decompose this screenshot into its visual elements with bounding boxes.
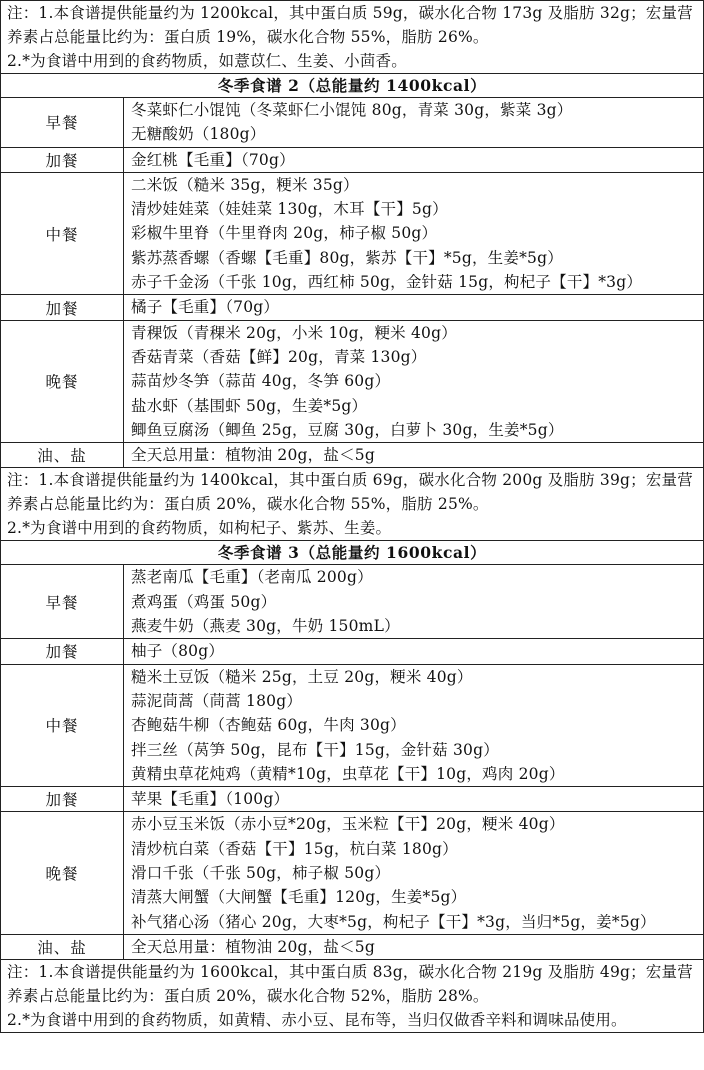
meal-items [124, 639, 704, 664]
dish-line: 全天总用量：植物油 20g，盐＜5g [131, 446, 375, 465]
meal-name: 加餐 [1, 639, 124, 664]
dish-line: 橘子【毛重】（70g） [131, 298, 280, 317]
note-cell [1, 960, 704, 1033]
meal-name: 加餐 [1, 295, 124, 320]
meal-row [1, 812, 704, 934]
meal-name: 晚餐 [1, 812, 124, 934]
note-line: 2.*为食谱中用到的食药物质，如薏苡仁、生姜、小茴香。 [7, 52, 407, 70]
meal-items [124, 443, 704, 468]
note-line: 注：1.本食谱提供能量约为 1200kcal，其中蛋白质 59g，碳水化合物 173g 及脂肪 32g；宏量营养素占总能量比约为：蛋白质 19%，碳水化合物 55%，脂肪 26%。 [7, 4, 693, 46]
dish-line: 金红桃【毛重】（70g） [131, 150, 295, 169]
meal-name: 晚餐 [1, 320, 124, 442]
note-line: 2.*为食谱中用到的食药物质，如黄精、赤小豆、昆布等，当归仅做香辛料和调味品使用。 [7, 1011, 627, 1030]
menu-title: 冬季食谱 2（总能量约 1400kcal） [1, 74, 704, 98]
meal-name: 早餐 [1, 565, 124, 639]
dish-line: 全天总用量：植物油 20g，盐＜5g [131, 937, 375, 956]
dish-line: 清炒娃娃菜（娃娃菜 130g，木耳【干】5g） [131, 200, 448, 219]
note-cell [1, 468, 704, 541]
dish-line: 赤小豆玉米饭（赤小豆*20g，玉米粒【干】20g，粳米 40g） [131, 815, 565, 834]
meal-items [124, 934, 704, 959]
meal-row [1, 172, 704, 294]
dish-line: 滑口千张（千张 50g，柿子椒 50g） [131, 864, 391, 883]
dish-line: 清蒸大闸蟹（大闸蟹【毛重】120g，生姜*5g） [131, 888, 467, 907]
note-row [1, 960, 704, 1033]
meal-row [1, 443, 704, 468]
menu-title-row [1, 541, 704, 565]
meal-row [1, 320, 704, 442]
meal-items [124, 147, 704, 172]
meal-row [1, 639, 704, 664]
dish-line: 杏鲍菇牛柳（杏鲍菇 60g，牛肉 30g） [131, 716, 406, 735]
dish-line: 冬菜虾仁小馄饨（冬菜虾仁小馄饨 80g，青菜 30g，紫菜 3g） [131, 101, 573, 119]
meal-row [1, 934, 704, 959]
meal-items [124, 98, 704, 148]
dish-line: 蒜泥茼蒿（茼蒿 180g） [131, 691, 303, 710]
meal-items [124, 812, 704, 934]
dish-line: 燕麦牛奶（燕麦 30g，牛奶 150mL） [131, 617, 400, 636]
meal-row [1, 787, 704, 812]
note-cell [1, 1, 704, 74]
dish-line: 紫苏蒸香螺（香螺【毛重】80g，紫苏【干】*5g，生姜*5g） [131, 248, 563, 267]
meal-row [1, 98, 704, 148]
meal-row [1, 664, 704, 786]
meal-items [124, 320, 704, 442]
dish-line: 柚子（80g） [131, 642, 225, 661]
meal-name: 油、盐 [1, 934, 124, 959]
dish-line: 苹果【毛重】（100g） [131, 790, 290, 809]
meal-name: 中餐 [1, 664, 124, 786]
meal-row [1, 147, 704, 172]
dish-line: 糙米土豆饭（糙米 25g，土豆 20g，粳米 40g） [131, 667, 473, 686]
dish-line: 盐水虾（基围虾 50g，生姜*5g） [131, 396, 368, 415]
dish-line: 彩椒牛里脊（牛里脊肉 20g，柿子椒 50g） [131, 224, 438, 243]
meal-items [124, 664, 704, 786]
note-row [1, 1, 704, 74]
meal-items [124, 172, 704, 294]
dish-line: 蒸老南瓜【毛重】（老南瓜 200g） [131, 568, 373, 587]
meal-name: 油、盐 [1, 443, 124, 468]
dish-line: 蒜苗炒冬笋（蒜苗 40g，冬笋 60g） [131, 372, 391, 391]
dish-line: 香菇青菜（香菇【鲜】20g，青菜 130g） [131, 347, 427, 366]
note-row [1, 468, 704, 541]
meal-row [1, 565, 704, 639]
dish-line: 拌三丝（莴笋 50g，昆布【干】15g，金针菇 30g） [131, 740, 499, 759]
meal-items [124, 295, 704, 320]
dish-line: 清炒杭白菜（香菇【干】15g，杭白菜 180g） [131, 839, 458, 858]
note-line: 注：1.本食谱提供能量约为 1600kcal，其中蛋白质 83g，碳水化合物 219g 及脂肪 49g；宏量营养素占总能量比约为：蛋白质 20%，碳水化合物 52%，脂肪 28%。 [7, 963, 693, 1006]
meal-items [124, 787, 704, 812]
meal-name: 早餐 [1, 98, 124, 148]
meal-name: 中餐 [1, 172, 124, 294]
note-line: 注：1.本食谱提供能量约为 1400kcal，其中蛋白质 69g，碳水化合物 200g 及脂肪 39g；宏量营养素占总能量比约为：蛋白质 20%，碳水化合物 55%，脂肪 25%。 [7, 471, 693, 514]
dish-line: 补气猪心汤（猪心 20g，大枣*5g，枸杞子【干】*3g，当归*5g，姜*5g） [131, 912, 656, 931]
meal-row [1, 295, 704, 320]
dish-line: 青稞饭（青稞米 20g，小米 10g，粳米 40g） [131, 323, 457, 342]
menu-title-row [1, 74, 704, 98]
meal-name: 加餐 [1, 147, 124, 172]
meal-name: 加餐 [1, 787, 124, 812]
dish-line: 无糖酸奶（180g） [131, 125, 266, 144]
note-line: 2.*为食谱中用到的食药物质，如枸杞子、紫苏、生姜。 [7, 519, 392, 538]
dish-line: 赤子千金汤（千张 10g，西红柿 50g，金针菇 15g，枸杞子【干】*3g） [131, 273, 643, 292]
dish-line: 煮鸡蛋（鸡蛋 50g） [131, 592, 277, 611]
dish-line: 黄精虫草花炖鸡（黄精*10g，虫草花【干】10g，鸡肉 20g） [131, 764, 565, 783]
dish-line: 二米饭（糙米 35g，粳米 35g） [131, 175, 359, 194]
dish-line: 鲫鱼豆腐汤（鲫鱼 25g，豆腐 30g，白萝卜 30g，生姜*5g） [131, 420, 564, 439]
menu-title: 冬季食谱 3（总能量约 1600kcal） [1, 541, 704, 565]
recipe-table-body [1, 1, 704, 1033]
meal-items [124, 565, 704, 639]
